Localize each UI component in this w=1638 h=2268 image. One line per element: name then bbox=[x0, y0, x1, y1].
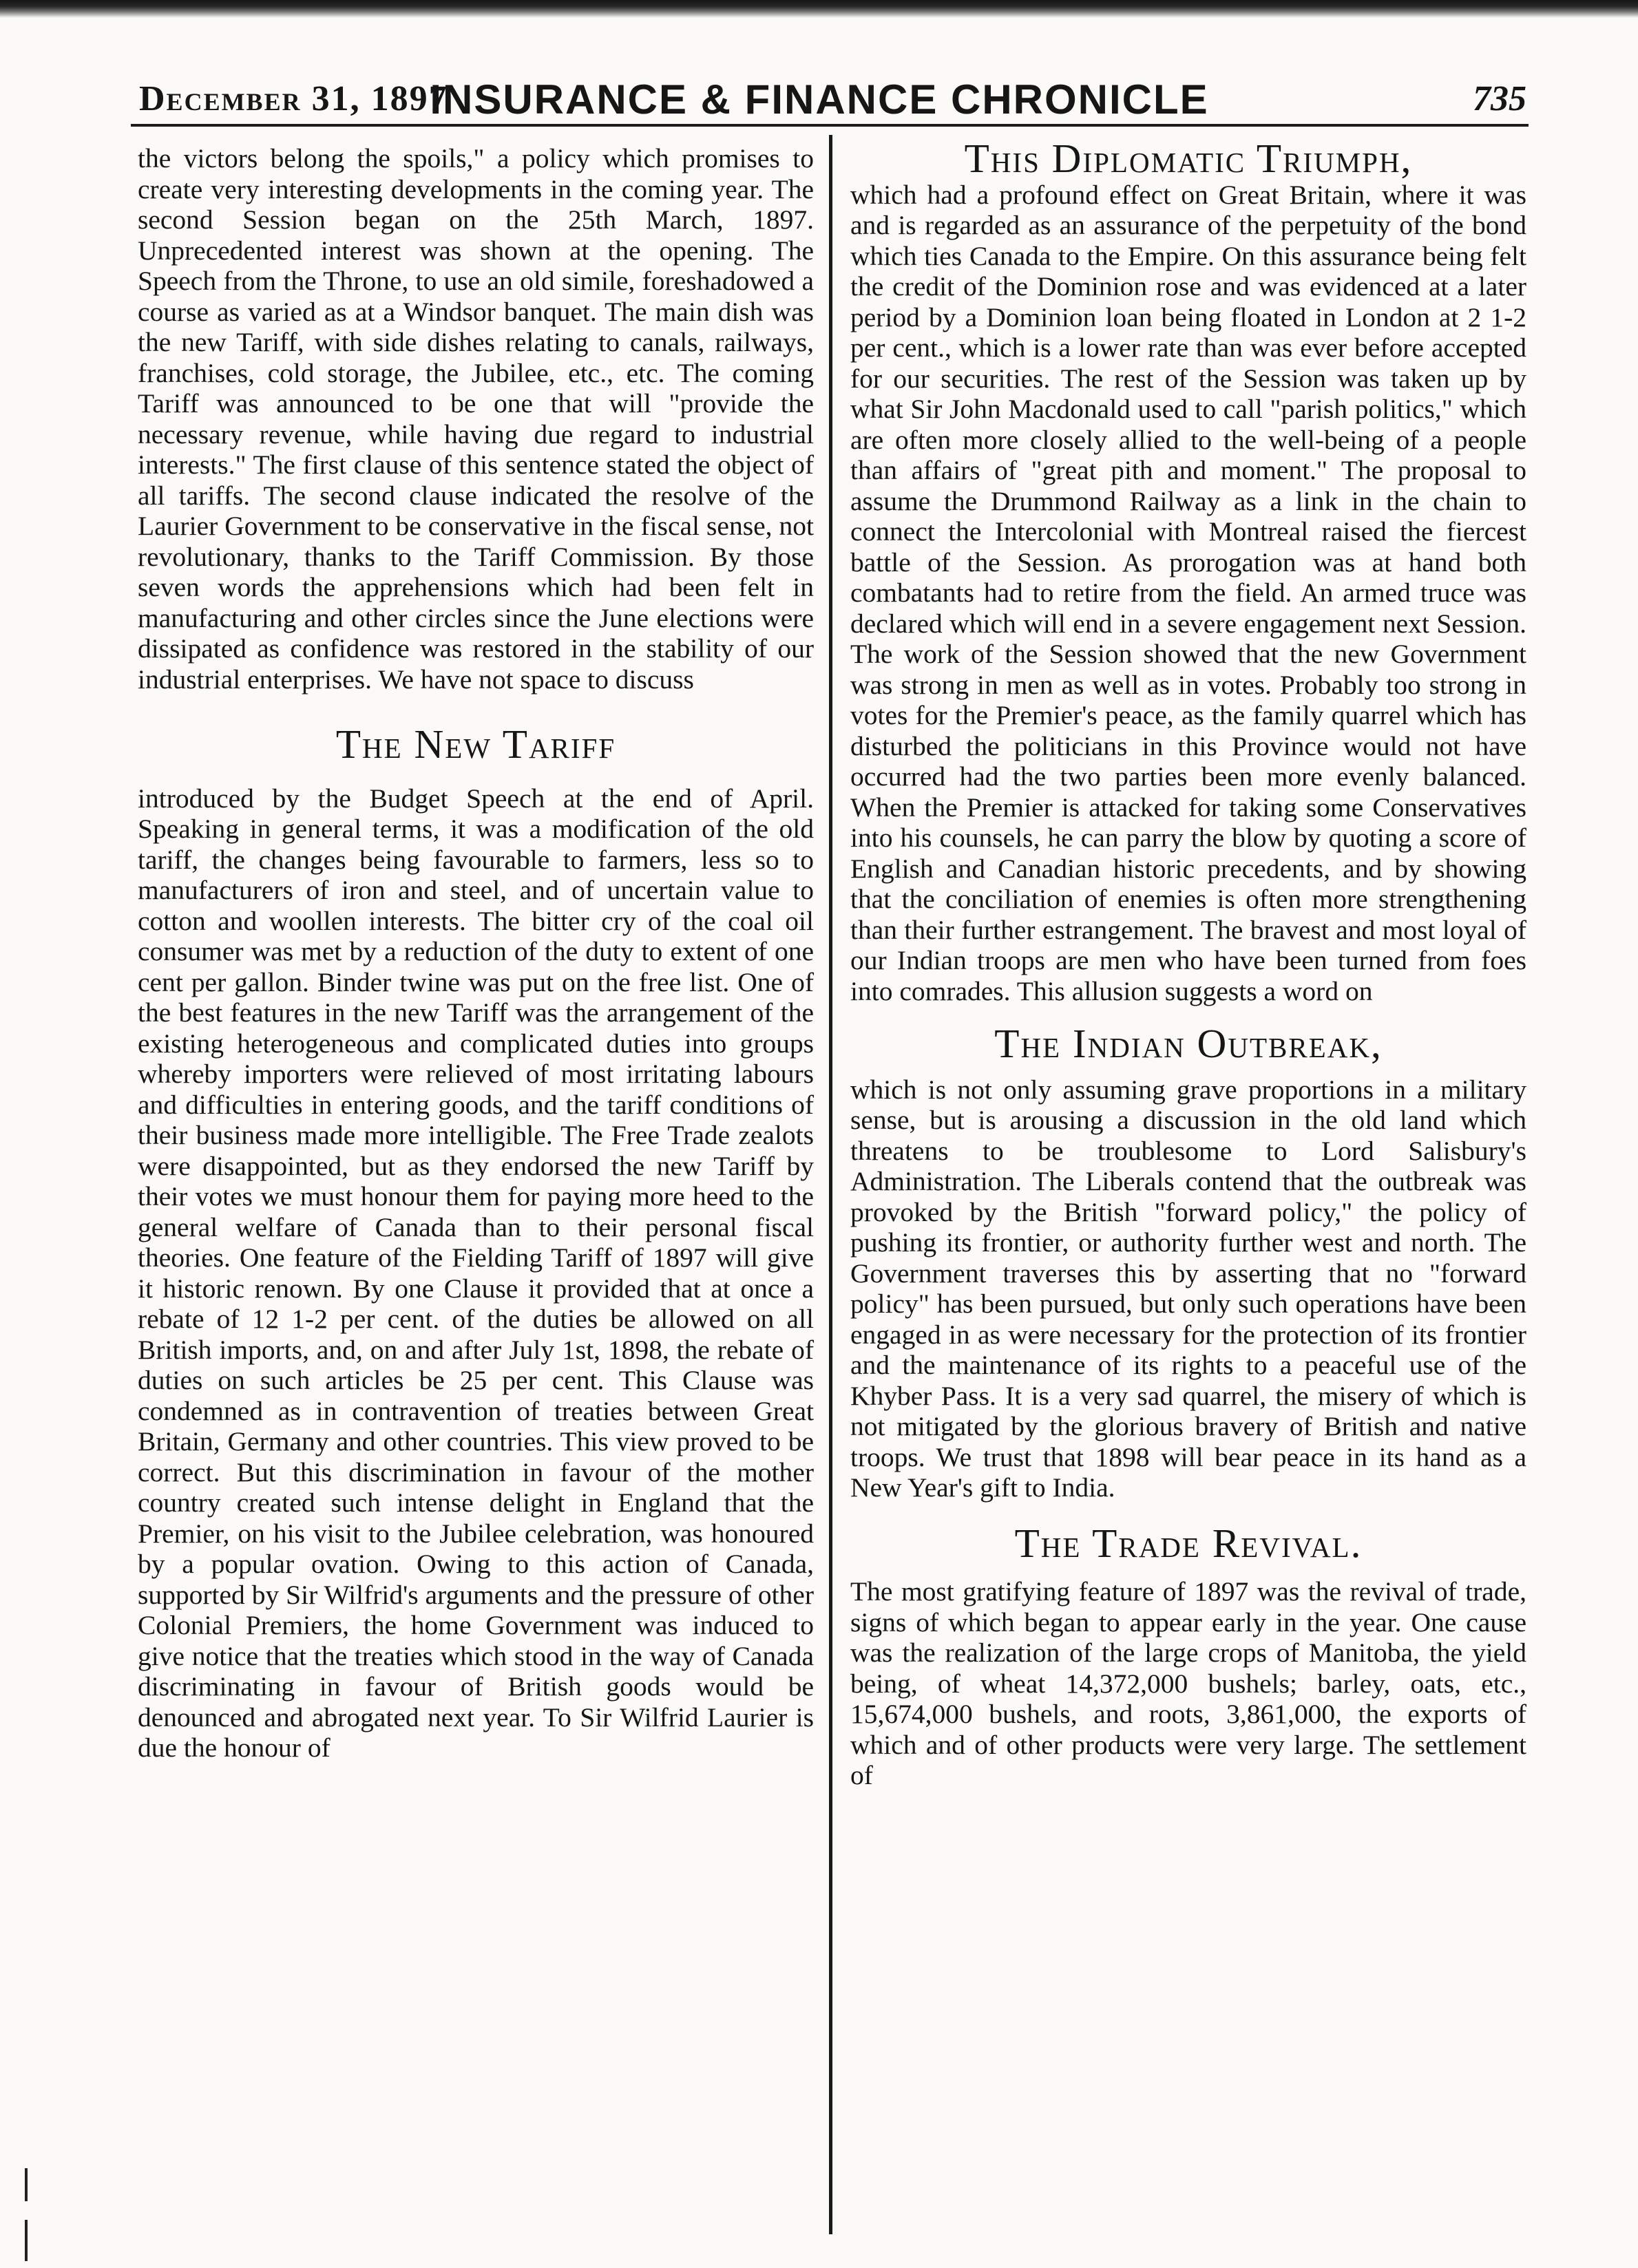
left-intro-paragraph: the victors belong the spoils," a policy which promises to create very interesting developments in the coming year. The second Session began on the 25th March, 1897. Unprecedented interest was shown at the opening. The Speech from the Throne, to use an old simile, foreshadowed a course as varied as at a Windsor banquet. The main dish was the new Tariff, with side dishes relating to canals, railways, franchises, cold storage, the Jubilee, etc., etc. The coming Tariff was announced to be one that will "provide the necessary revenue, while having due regard to industrial interests." The first clause of this sentence stated the object of all tariffs. The second clause indicated the resolve of the Laurier Government to be conservative in the fiscal sense, not revolutionary, thanks to the Tariff Commission. By those seven words the apprehensions which had been felt in manufacturing and other circles since the June elections were dissipated as confidence was restored in the stability of our industrial enterprises. We have not space to discuss bbox=[138, 143, 814, 695]
left-column bbox=[138, 143, 814, 1763]
new-tariff-paragraph: introduced by the Budget Speech at the end of April. Speaking in general terms, it was a modification of the old tariff, the changes being favourable to farmers, less so to manufacturers of iron and steel, and of uncertain value to cotton and woollen interests. The bitter cry of the coal oil consumer was met by a reduction of the duty to extent of one cent per gallon. Binder twine was put on the free list. One of the best features in the new Tariff was the arrangement of the existing heterogeneous and complicated duties into groups whereby importers were relieved of most irritating labours and difficulties in entering goods, and the tariff conditions of their business made more intelligible. The Free Trade zealots were disappointed, but as they endorsed the new Tariff by their votes we must honour them for paying more heed to the general welfare of Canada than to their personal fiscal theories. One feature of the Fielding Tariff of 1897 will give it historic renown. By one Clause it provided that at once a rebate of 12 1-2 per cent. of the duties be allowed on all British imports, and, on and after July 1st, 1898, the rebate of duties on such articles be 25 per cent. This Clause was condemned as in contravention of treaties between Great Britain, Germany and other countries. This view proved to be correct. But this discrimination in favour of the mother country created such intense delight in England that the Premier, on his visit to the Jubilee celebration, was honoured by a popular ovation. Owing to this action of Canada, supported by Sir Wilfrid's arguments and the pressure of other Colonial Premiers, the home Government was induced to give notice that the treaties which stood in the way of Canada discriminating in favour of British goods would be denounced and abrogated next year. To Sir Wilfrid Laurier is due the honour of bbox=[138, 783, 814, 1763]
heading-new-tariff: The New Tariff bbox=[335, 721, 616, 767]
heading-indian-outbreak: The Indian Outbreak, bbox=[994, 1021, 1383, 1066]
diplomatic-triumph-paragraph: which had a profound effect on Great Britain, where it was and is regarded as an assurance of the perpetuity of the bond which ties Canada to the Empire. On this assurance being felt the credit of the Dominion rose and was evidenced at a later period by a Dominion loan being floated in London at 2 1-2 per cent., which is a lower rate than was ever before accepted for our securities. The rest of the Session was taken up by what Sir John Macdonald used to call "parish politics," which are often more closely allied to the well-being of a people than affairs of "great pith and moment." The proposal to assume the Drummond Railway as a link in the chain to connect the Intercolonial with Montreal raised the fiercest battle of the Session. As prorogation was at hand both combatants had to retire from the field. An armed truce was declared which will end in a severe engagement next Session. The work of the Session showed that the new Government was strong in men as well as in votes. Probably too strong in votes for the Premier's peace, as the family quarrel which has disturbed the politicians in this Province would not have occurred had the two parties been more evenly balanced. When the Premier is attacked for taking some Conservatives into his counsels, he can parry the blow by quoting a score of English and Canadian historic precedents, and by showing that the conciliation of enemies is often more strengthening than their further estrangement. The bravest and most loyal of our Indian troops are men who have been turned from foes into comrades. This allusion suggests a word on bbox=[850, 179, 1526, 1006]
column-divider bbox=[829, 135, 832, 2234]
margin-mark bbox=[25, 2220, 28, 2261]
header-title: INSURANCE & FINANCE CHRONICLE bbox=[430, 76, 1209, 123]
indian-outbreak-paragraph: which is not only assuming grave proportions in a military sense, but is arousing a discussion in the old land which threatens to be troublesome to Lord Salisbury's Administration. The Liberals contend that the outbreak was provoked by the British "forward policy," the policy of pushing its frontier, or authority further west and north. The Government traverses this by asserting that no "forward policy" has been pursued, but only such operations have been engaged in as were necessary for the protection of its frontier and the maintenance of its rights to a peaceful use of the Khyber Pass. It is a very sad quarrel, the misery of which is not mitigated by the glorious bravery of British and native troops. We trust that 1898 will bear peace in its hand as a New Year's gift to India. bbox=[850, 1074, 1526, 1503]
right-column bbox=[850, 136, 1526, 1791]
heading-diplomatic-triumph: This Diplomatic Triumph, bbox=[964, 136, 1413, 181]
heading-trade-revival: The Trade Revival. bbox=[1014, 1520, 1363, 1566]
scan-top-edge bbox=[0, 0, 1638, 18]
header-date: December 31, 1897 bbox=[139, 79, 448, 118]
header-rule bbox=[131, 124, 1529, 127]
margin-mark bbox=[25, 2168, 28, 2201]
page-number: 735 bbox=[1473, 79, 1526, 118]
page-header bbox=[0, 76, 1638, 138]
trade-revival-paragraph: The most gratifying feature of 1897 was the revival of trade, signs of which began to appear early in the year. One cause was the realization of the large crops of Manitoba, the yield being, of wheat 14,372,000 bushels; barley, oats, etc., 15,674,000 bushels, and roots, 3,861,000, the exports of which and of other products were very large. The settlement of bbox=[850, 1576, 1526, 1790]
